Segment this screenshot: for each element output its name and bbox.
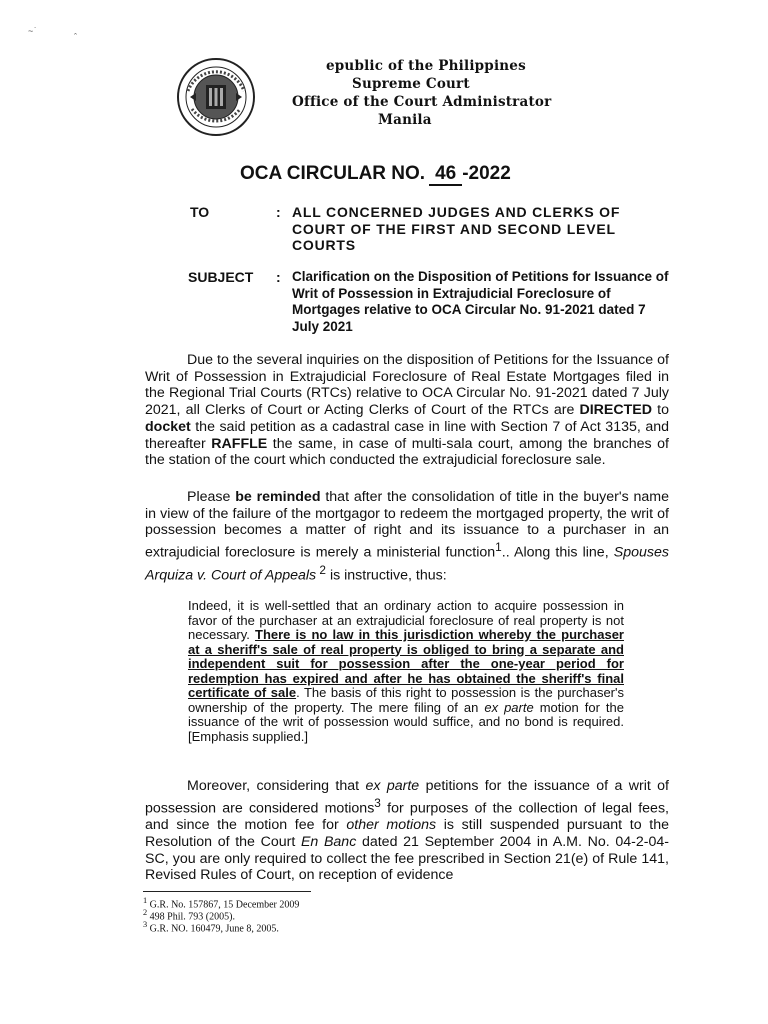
- paragraph-directive: [145, 352, 669, 469]
- block-quote: [188, 599, 624, 744]
- scan-mark: ˆ: [74, 32, 77, 42]
- footnote-text: 498 Phil. 793 (2005).: [147, 911, 235, 923]
- footnote-ref: 3: [374, 795, 381, 810]
- footnote: [143, 920, 279, 934]
- text-bold: docket: [145, 418, 191, 435]
- subject-colon: :: [276, 269, 281, 285]
- paragraph-reminder: [145, 489, 669, 584]
- footnote-mark: 2: [143, 908, 148, 917]
- header-supreme-court: Supreme Court: [352, 76, 470, 92]
- footnote-text: G.R. NO. 160479, June 8, 2005.: [147, 923, 279, 935]
- text-run: Please: [187, 489, 236, 505]
- text-bold: DIRECTED: [579, 402, 653, 419]
- to-colon: :: [276, 204, 281, 220]
- case-citation: Spouses Arquiza v. Court of Appeals: [145, 544, 669, 584]
- text-run: the said petition as a cadastral case in line with Section 7 of Act 3135, and thereafter: [145, 418, 669, 452]
- text-run: . The basis of this right to possession is the purchaser's ownership of the property. The mere filing of an: [188, 685, 624, 715]
- header-republic: epublic of the Philippines: [326, 58, 526, 74]
- header-office: Office of the Court Administrator: [292, 94, 552, 110]
- to-label: TO: [190, 204, 210, 220]
- circular-prefix: OCA CIRCULAR NO.: [240, 163, 426, 184]
- text-run: dated 21 September 2004 in A.M. No. 04-2-04-SC, you are only required to collect the fee prescribed in Section 21(e) of Rule 141, Revised Rules of Court, on reception of evidence: [145, 833, 669, 884]
- footnote-mark: 3: [143, 920, 148, 929]
- text-run: petitions for the issuance of a writ of possession are considered motions: [145, 778, 669, 817]
- subject-label: SUBJECT: [188, 269, 254, 285]
- text-italic: En Banc: [300, 833, 357, 850]
- paragraph-fees: [145, 778, 669, 884]
- text-italic: ex parte: [484, 699, 534, 715]
- text-run: .. Along this line,: [501, 544, 614, 561]
- text-run: the same, in case of multi-sala court, among the branches of the station of the court which conducted the extrajudicial foreclosure sale.: [145, 435, 669, 469]
- text-run: Moreover, considering that: [187, 778, 366, 794]
- text-run: is instructive, thus:: [326, 567, 447, 584]
- subject-text: Clarification on the Disposition of Petitions for Issuance of Writ of Possession in Extrajudicial Foreclosure of Mortgages relative to OCA Circular No. 91-2021 dated 7 July 2021: [292, 269, 669, 334]
- footnote-ref: 1: [495, 540, 502, 555]
- text-bold: RAFFLE: [211, 435, 268, 452]
- header-city: Manila: [378, 112, 432, 128]
- scan-mark: ~ ˙: [28, 26, 38, 36]
- footnote-divider: [143, 891, 311, 892]
- text-run: that after the consolidation of title in the buyer's name in view of the failure of the mortgagor to redeem the mortgaged property, the writ of possession becomes a matter of right and its issuance to a purchaser in an extrajudicial foreclosure is merely a ministerial function: [145, 489, 670, 561]
- text-run: for purposes of the collection of legal fees, and since the motion fee for: [145, 800, 669, 834]
- text-bold: be reminded: [235, 489, 321, 505]
- footnote-ref: 2: [316, 562, 326, 577]
- footnote-mark: 1: [143, 896, 148, 905]
- circular-year: -2022: [462, 163, 511, 184]
- text-run: Due to the several inquiries on the disposition of Petitions for the Issuance of Writ of Possession in Extrajudicial Foreclosure of Real Estate Mortgages filed in the Regional Trial Courts (RTCs) relative to OCA Circular No. 91-2021 dated 7 July 2021, all Clerks of Court or Acting Clerks of Court of the RTCs are: [145, 352, 669, 419]
- court-seal-icon: [176, 57, 256, 137]
- text-italic: other motions: [346, 817, 437, 834]
- footnote-text: G.R. No. 157867, 15 December 2009: [147, 899, 300, 911]
- text-italic: ex parte: [365, 778, 420, 794]
- circular-title: [240, 163, 511, 186]
- text-run: to: [652, 402, 669, 419]
- text-run: Indeed, it is well-settled that an ordinary action to acquire possession in favor of the purchaser at an extrajudicial foreclosure of real property is not necessary.: [188, 598, 624, 642]
- to-addressees: ALL CONCERNED JUDGES AND CLERKS OF COURT OF THE FIRST AND SECOND LEVEL COURTS: [292, 204, 621, 253]
- circular-number: 46: [429, 164, 462, 186]
- text-run: is still suspended pursuant to the Resolution of the Court: [145, 817, 670, 850]
- text-emphasis: There is no law in this jurisdiction whereby the purchaser at a sheriff's sale of real property is obliged to bring a separate and independent suit for possession after the one-year period for redemption has expired and after he has obtained the sheriff's final certificate of sale: [188, 627, 624, 700]
- text-run: motion for the issuance of the writ of possession would suffice, and no bond is required. [Emphasis supplied.]: [188, 699, 624, 744]
